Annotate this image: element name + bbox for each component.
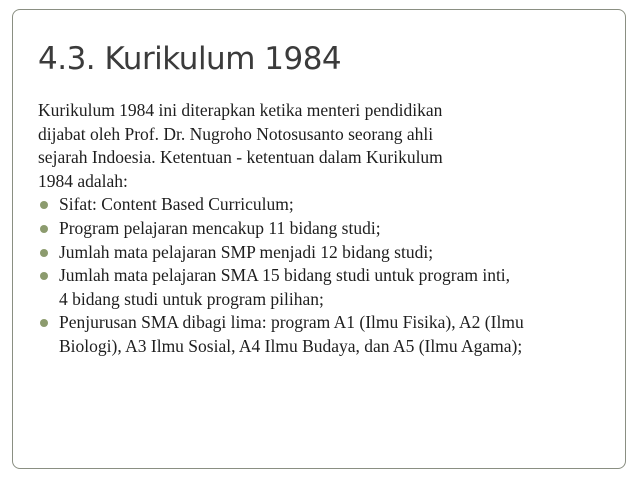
bullet-dot-icon [40, 225, 48, 233]
slide-title: 4.3. Kurikulum 1984 [38, 41, 342, 77]
bullet-text: Penjurusan SMA dibagi lima: program A1 (Ilmu Fisika), A2 (Ilmu [59, 312, 524, 333]
slide-content [38, 99, 608, 359]
intro-line: Kurikulum 1984 ini diterapkan ketika menteri pendidikan [38, 100, 443, 120]
bullet-dot-icon [40, 319, 48, 327]
bullet-text-continuation: 4 bidang studi untuk program pilihan; [59, 288, 324, 309]
bullet-text-continuation: Biologi), A3 Ilmu Sosial, A4 Ilmu Budaya, dan A5 (Ilmu Agama); [59, 335, 523, 356]
intro-line: dijabat oleh Prof. Dr. Nugroho Notosusanto seorang ahli [38, 123, 434, 144]
bullet-item [38, 241, 608, 265]
bullet-item [38, 193, 608, 217]
bullet-item [38, 217, 608, 241]
bullet-item [38, 264, 608, 311]
intro-paragraph [38, 99, 608, 193]
bullet-item [38, 311, 608, 358]
intro-line: 1984 adalah: [38, 170, 128, 191]
intro-line: sejarah Indoesia. Ketentuan - ketentuan dalam Kurikulum [38, 147, 443, 168]
bullet-dot-icon [40, 201, 48, 209]
bullet-text: Jumlah mata pelajaran SMP menjadi 12 bidang studi; [59, 241, 434, 262]
bullet-text: Program pelajaran mencakup 11 bidang studi; [59, 217, 381, 238]
bullet-dot-icon [40, 272, 48, 280]
bullet-text: Sifat: Content Based Curriculum; [59, 194, 294, 215]
bullet-list [38, 193, 608, 358]
bullet-text: Jumlah mata pelajaran SMA 15 bidang studi untuk program inti, [59, 265, 511, 286]
bullet-dot-icon [40, 249, 48, 257]
